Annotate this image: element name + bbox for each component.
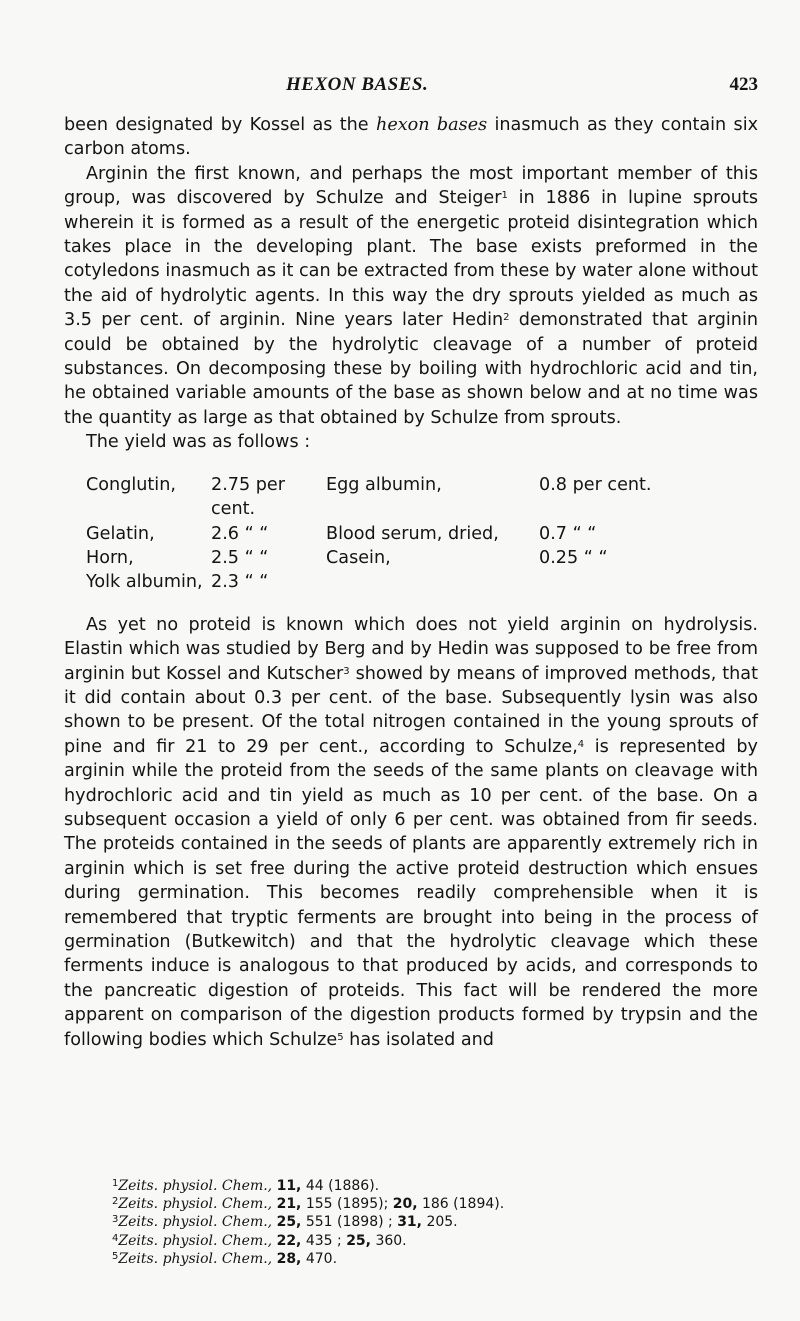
footnote: $^3$Zeits. physiol. Chem., 25, 551 (1898) ; 31, 205. xyxy=(112,1214,458,1231)
paragraph-2: Arginin the first known, and perhaps the most important member of this group, was discovered by Schulze and Steiger$^1$ in 1886 in lupine sprouts wherein it is formed as a result of the energetic proteid disintegration which takes place in the developing plant. The base exists preformed in the cotyledons inasmuch as it can be extracted from these by water alone without the aid of hydrolytic agents. In this way the dry sprouts yielded as much as 3.5 per cent. of arginin. Nine years later Hedin$^2$ demonstrated that arginin could be obtained by the hydrolytic cleavage of a number of proteid substances. On decomposing these by boiling with hydrochloric acid and tin, he obtained variable amounts of the base as shown below and at no time was the quantity as large as that obtained by Schulze from sprouts. xyxy=(64,163,759,428)
yield-value: 2.5 “ “ xyxy=(211,547,269,568)
footnote-ref-2: 2 xyxy=(503,312,510,324)
footnote: $^1$Zeits. physiol. Chem., 11, 44 (1886). xyxy=(112,1178,380,1194)
paragraph-1: been designated by Kossel as the hexon bases inasmuch as they contain six carbon atoms. xyxy=(64,115,759,160)
footnote-ref-1: 1 xyxy=(501,190,508,202)
paragraph-3: The yield was as follows : xyxy=(86,432,311,453)
page-number: 423 xyxy=(729,74,758,95)
footnote: $^4$Zeits. physiol. Chem., 22, 435 ; 25, 360. xyxy=(112,1232,407,1249)
footnotes xyxy=(112,1177,712,1268)
yield-name: Casein, xyxy=(326,547,391,568)
yield-value: 2.6 “ “ xyxy=(211,523,269,544)
yield-value: 0.7 “ “ xyxy=(539,523,597,544)
yield-value: 2.75 per cent. xyxy=(211,474,285,520)
yield-name: Gelatin, xyxy=(86,523,155,544)
footnote-ref-4: 4 xyxy=(577,738,585,750)
footnote-ref-3: 3 xyxy=(343,665,350,677)
yield-row xyxy=(86,522,758,546)
yield-value: 2.3 “ “ xyxy=(211,572,269,593)
yield-value: 0.25 “ “ xyxy=(539,547,608,568)
yield-table xyxy=(86,473,758,595)
footnote: $^5$Zeits. physiol. Chem., 28, 470. xyxy=(112,1250,338,1267)
yield-name: Yolk albumin, xyxy=(86,572,203,593)
running-header xyxy=(64,74,758,100)
running-title: HEXON BASES. xyxy=(286,74,429,95)
yield-name: Conglutin, xyxy=(86,474,176,495)
yield-row xyxy=(86,570,758,594)
yield-row xyxy=(86,546,758,570)
yield-row xyxy=(86,473,758,522)
paragraph-4: As yet no proteid is known which does not yield arginin on hydrolysis. Elastin which was studied by Berg and by Hedin was supposed to be free from arginin but Kossel and Kutscher$^3$ showed by means of improved methods, that it did contain about 0.3 per cent. of the base. Subsequently lysin was also shown to be present. Of the total nitrogen contained in the young sprouts of pine and fir 21 to 29 per cent., according to Schulze,$^4$ is represented by arginin while the proteid from the seeds of the same plants on cleavage with hydrochloric acid and tin yield as much as 10 per cent. of the base. On a subsequent occasion a yield of only 6 per cent. was obtained from fir seeds. The proteids contained in the seeds of plants are apparently extremely rich in arginin which is set free during the active proteid destruction which ensues during germination. This becomes readily comprehensible when it is remembered that tryptic ferments are brought into being in the process of germination (Butkewitch) and that the hydrolytic cleavage which these ferments induce is analogous to that produced by acids, and corresponds to the pancreatic digestion of proteids. This fact will be rendered the more apparent on comparison of the digestion products formed by trypsin and the following bodies which Schulze$^5$ has isolated and xyxy=(64,614,758,1050)
body-text xyxy=(64,113,758,1052)
yield-name: Horn, xyxy=(86,547,134,568)
footnote: $^2$Zeits. physiol. Chem., 21, 155 (1895); 20, 186 (1894). xyxy=(112,1196,505,1213)
yield-name: Egg albumin, xyxy=(326,474,442,495)
yield-value: 0.8 per cent. xyxy=(539,474,652,495)
emphasis-hexon-bases: hexon bases xyxy=(375,115,488,135)
footnote-ref-5: 5 xyxy=(337,1031,344,1043)
yield-name: Blood serum, dried, xyxy=(326,523,499,544)
